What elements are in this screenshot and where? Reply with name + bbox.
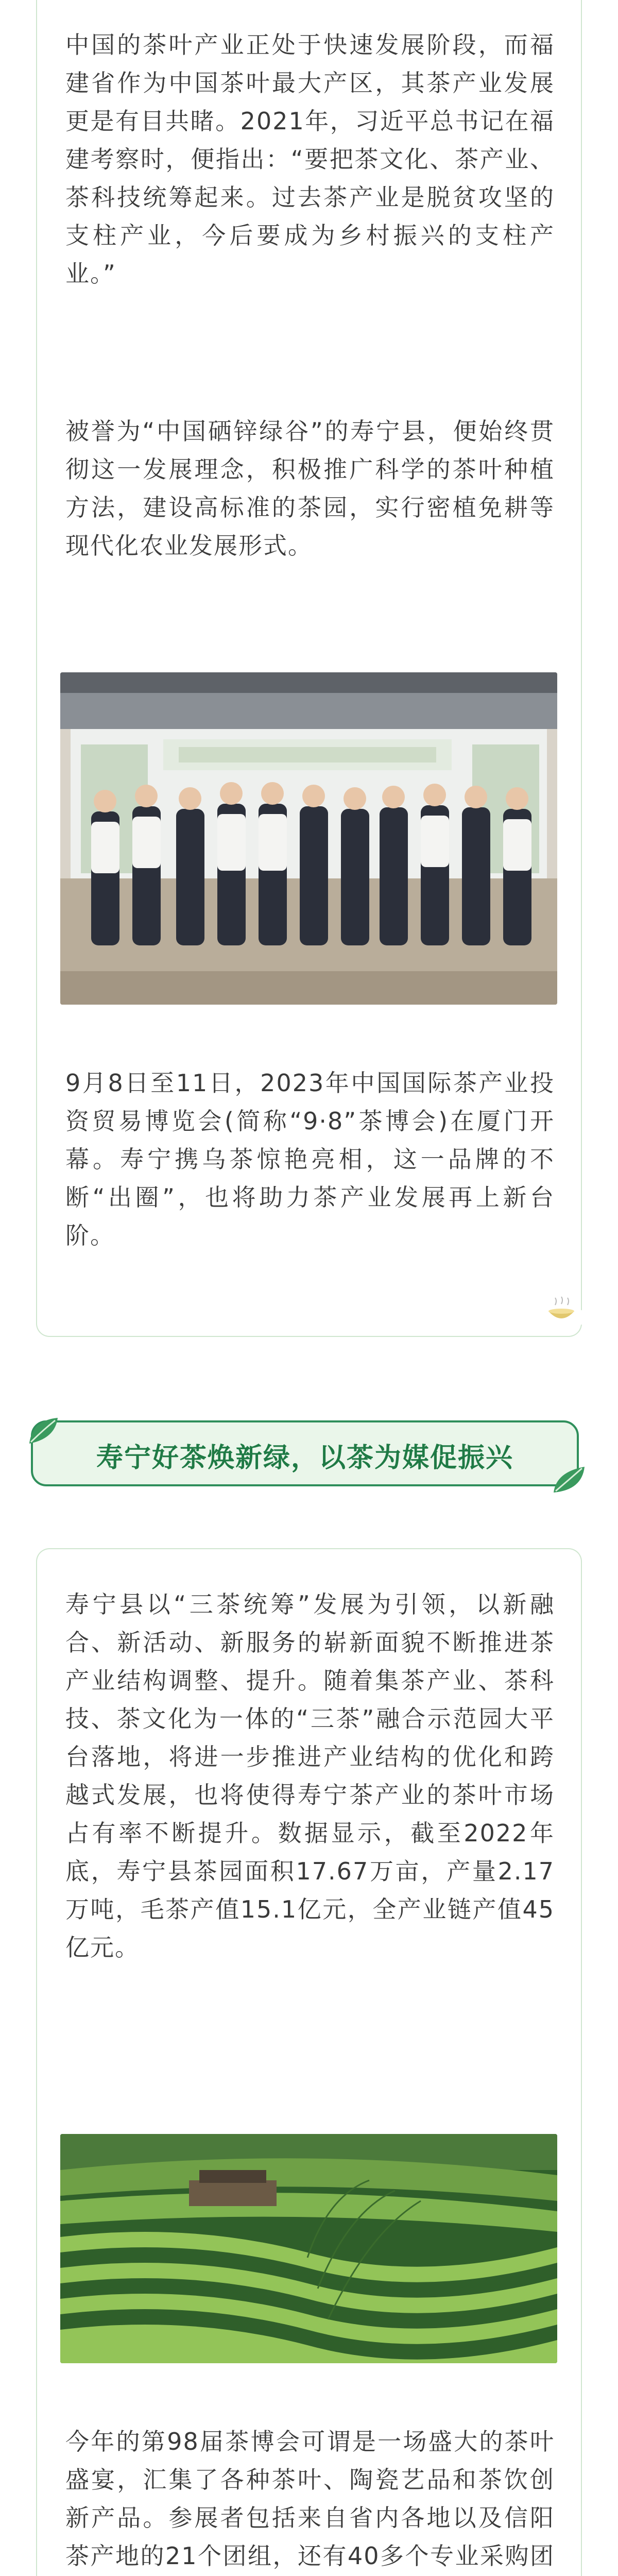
tea-plantation-illustration [60, 2134, 557, 2363]
expo-group-photo-illustration [60, 672, 557, 1005]
article-card-development [36, 1548, 582, 2576]
paragraph-shouning: 被誉为“中国硒锌绿谷”的寿宁县，便始终贯彻这一发展理念，积极推广科学的茶叶种植方法，建设高标准的茶园，实行密植免耕等现代化农业发展形式。 [65, 417, 555, 560]
paragraph-tea-expo: 今年的第98届茶博会可谓是一场盛大的茶叶盛宴，汇集了各种茶叶、陶瓷艺品和茶饮创新产品。参展者包括来自省内各地以及信阳茶产地的21个团组，还有40多个专业采购团 [65, 2428, 555, 2570]
expo-group-photo [60, 672, 557, 1005]
tea-plantation-photo [60, 2134, 557, 2363]
article-card-intro [36, 0, 582, 1337]
paragraph-intro: 中国的茶叶产业正处于快速发展阶段，而福建省作为中国茶叶最大产区，其茶产业发展更是有目共睹。2021年，习近平总书记在福建考察时，便指出：“要把茶文化、茶产业、茶科技统筹起来。过去茶产业是脱贫攻坚的支柱产业，今后要成为乡村振兴的支柱产业。” [65, 31, 555, 287]
section-headline [31, 1415, 587, 1498]
headline-title: 寿宁好茶焕新绿，以茶为媒促振兴 [96, 1443, 513, 1473]
teacup-decoration-icon [525, 1296, 597, 1332]
paragraph-sancha: 寿宁县以“三茶统筹”发展为引领，以新融合、新活动、新服务的崭新面貌不断推进茶产业结构调整、提升。随着集茶产业、茶科技、茶文化为一体的“三茶”融合示范园大平台落地，将进一步推进产业结构的优化和跨越式发展，也将使得寿宁茶产业的茶叶市场占有率不断提升。数据显示，截至2022年底，寿宁县茶园面积17.67万亩，产量2.17万吨，毛茶产值15.1亿元，全产业链产值45亿元。 [65, 1590, 555, 1961]
paragraph-expo: 9月8日至11日，2023年中国国际茶产业投资贸易博览会(简称“9·8”茶博会)在厦门开幕。寿宁携乌茶惊艳亮相，这一品牌的不断“出圈”，也将助力茶产业发展再上新台阶。 [65, 1069, 555, 1249]
